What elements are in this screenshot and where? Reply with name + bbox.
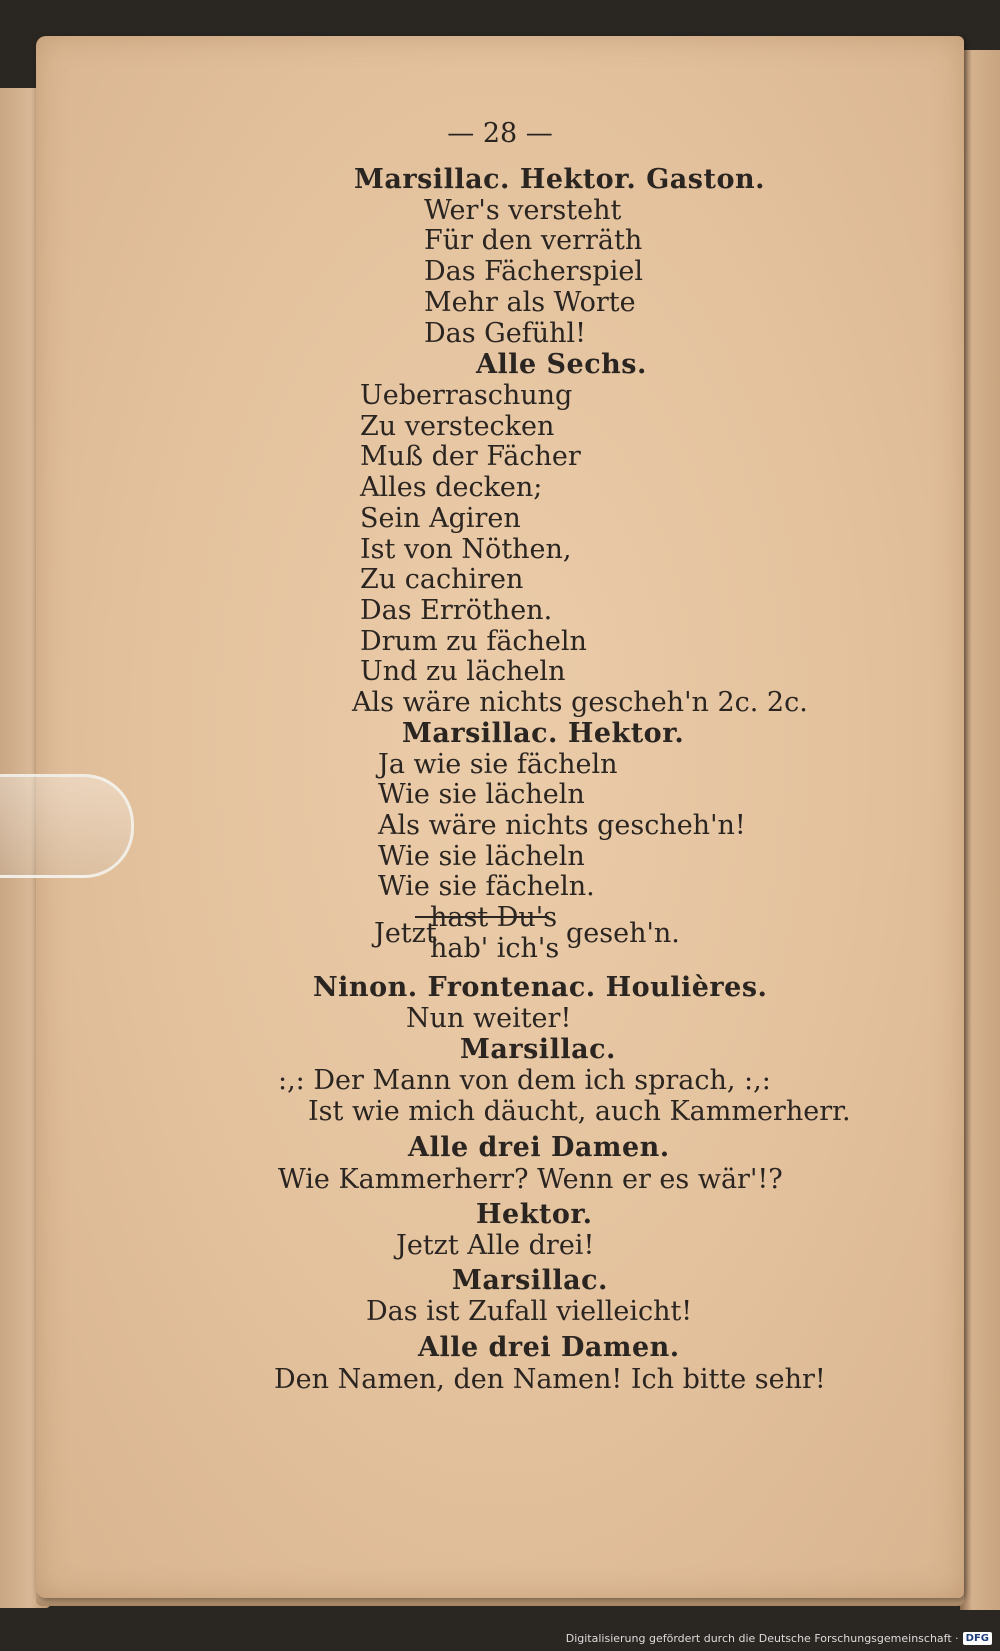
verse-line: Zu verstecken bbox=[360, 411, 555, 442]
verse-line: Wie sie lächeln bbox=[378, 779, 585, 810]
verse-line: Sein Agiren bbox=[360, 503, 521, 534]
verse-line: Das Fächerspiel bbox=[424, 256, 643, 287]
verse-line: Jetzt Alle drei! bbox=[396, 1230, 595, 1261]
verse-line: hab' ich's bbox=[430, 933, 560, 964]
verse-line: Wie sie fächeln. bbox=[378, 871, 595, 902]
speaker-heading: Alle drei Damen. bbox=[418, 1332, 680, 1363]
verse-line: Ueberraschung bbox=[360, 380, 573, 411]
verse-line: Mehr als Worte bbox=[424, 287, 636, 318]
verse-line: Ist wie mich däucht, auch Kammerherr. bbox=[308, 1096, 851, 1127]
verse-line: Wer's versteht bbox=[424, 195, 622, 226]
speaker-heading: Marsillac. Hektor. Gaston. bbox=[354, 164, 765, 195]
page-clip bbox=[0, 774, 134, 878]
verse-line: hast Du's bbox=[430, 902, 558, 933]
footer-text: Digitalisierung gefördert durch die Deutsche Forschungsgemeinschaft · bbox=[565, 1631, 959, 1645]
verse-line: Ja wie sie fächeln bbox=[378, 749, 618, 780]
speaker-heading: Ninon. Frontenac. Houlières. bbox=[313, 972, 768, 1003]
verse-line: :,: Der Mann von dem ich sprach, :,: bbox=[278, 1065, 771, 1096]
right-page-edge bbox=[960, 50, 1000, 1610]
verse-line: Ist von Nöthen, bbox=[360, 534, 572, 565]
dfg-logo-icon: DFG bbox=[963, 1632, 992, 1645]
verse-line: Den Namen, den Namen! Ich bitte sehr! bbox=[274, 1364, 826, 1395]
verse-line: Nun weiter! bbox=[406, 1003, 572, 1034]
verse-line: Alles decken; bbox=[360, 472, 543, 503]
digitization-footer bbox=[566, 1629, 992, 1647]
speaker-heading: Hektor. bbox=[476, 1199, 593, 1230]
verse-line: Drum zu fächeln bbox=[360, 626, 587, 657]
verse-line: Das ist Zufall vielleicht! bbox=[366, 1296, 693, 1327]
page-number: — 28 — bbox=[447, 118, 553, 149]
verse-line: Als wäre nichts gescheh'n! bbox=[378, 810, 746, 841]
verse-line: geseh'n. bbox=[566, 918, 680, 949]
speaker-heading: Alle Sechs. bbox=[476, 349, 647, 380]
speaker-heading: Marsillac. bbox=[460, 1034, 616, 1065]
verse-line: Wie Kammerherr? Wenn er es wär'!? bbox=[278, 1164, 783, 1195]
verse-line: Für den verräth bbox=[424, 225, 643, 256]
speaker-heading: Alle drei Damen. bbox=[408, 1132, 670, 1163]
verse-line: Als wäre nichts gescheh'n 2c. 2c. bbox=[352, 687, 808, 718]
verse-line: Jetzt bbox=[374, 918, 437, 949]
speaker-heading: Marsillac. bbox=[452, 1265, 608, 1296]
verse-line: Und zu lächeln bbox=[360, 656, 566, 687]
verse-line: Das Erröthen. bbox=[360, 595, 553, 626]
verse-line: Muß der Fächer bbox=[360, 441, 581, 472]
verse-line: Zu cachiren bbox=[360, 564, 524, 595]
speaker-heading: Marsillac. Hektor. bbox=[402, 718, 685, 749]
verse-line: Wie sie lächeln bbox=[378, 841, 585, 872]
verse-line: Das Gefühl! bbox=[424, 318, 586, 349]
fraction-bar bbox=[415, 916, 549, 918]
